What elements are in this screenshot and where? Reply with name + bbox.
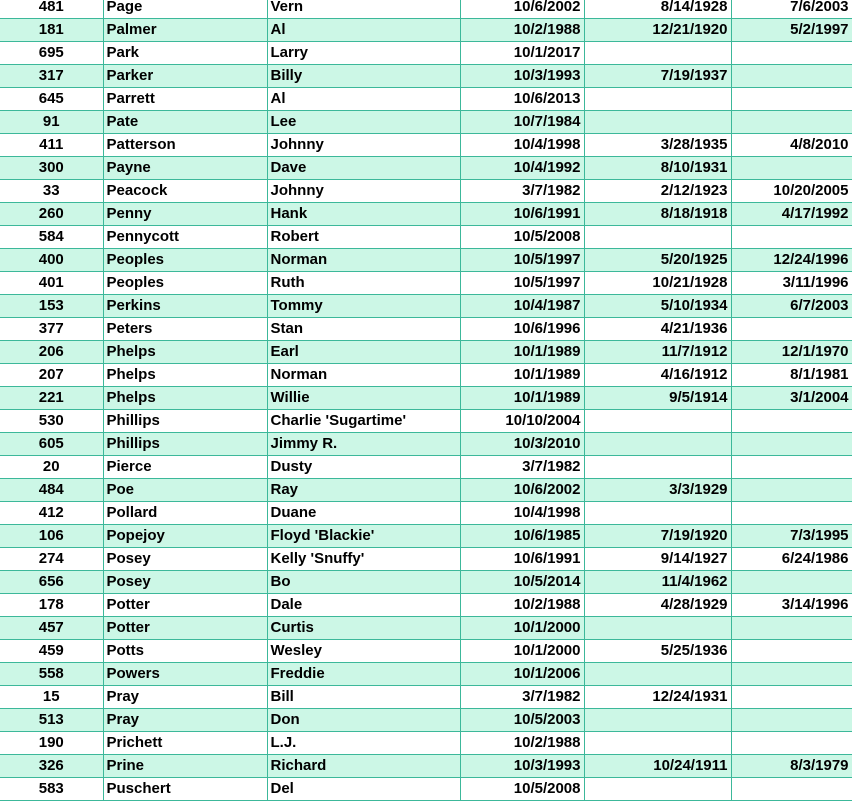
first-name-cell[interactable]: Vern: [267, 0, 460, 19]
death-date-cell[interactable]: 8/3/1979: [731, 755, 852, 778]
table-row[interactable]: [0, 134, 852, 157]
birth-date-cell[interactable]: [584, 111, 731, 134]
last-name-cell[interactable]: Pray: [103, 709, 267, 732]
table-row[interactable]: [0, 203, 852, 226]
death-date-cell[interactable]: [731, 778, 852, 801]
death-date-cell[interactable]: [731, 42, 852, 65]
first-name-cell[interactable]: Jimmy R.: [267, 433, 460, 456]
last-name-cell[interactable]: Phelps: [103, 341, 267, 364]
death-date-cell[interactable]: 3/14/1996: [731, 594, 852, 617]
first-name-cell[interactable]: Floyd 'Blackie': [267, 525, 460, 548]
first-name-cell[interactable]: Ray: [267, 479, 460, 502]
table-row[interactable]: [0, 318, 852, 341]
table-row[interactable]: [0, 663, 852, 686]
birth-date-cell[interactable]: 4/16/1912: [584, 364, 731, 387]
first-name-cell[interactable]: Al: [267, 88, 460, 111]
death-date-cell[interactable]: [731, 433, 852, 456]
date-cell[interactable]: 10/6/1991: [460, 548, 584, 571]
table-row[interactable]: [0, 42, 852, 65]
id-cell[interactable]: 411: [0, 134, 103, 157]
death-date-cell[interactable]: 3/1/2004: [731, 387, 852, 410]
id-cell[interactable]: 513: [0, 709, 103, 732]
birth-date-cell[interactable]: 9/14/1927: [584, 548, 731, 571]
last-name-cell[interactable]: Park: [103, 42, 267, 65]
birth-date-cell[interactable]: 12/24/1931: [584, 686, 731, 709]
birth-date-cell[interactable]: [584, 502, 731, 525]
date-cell[interactable]: 10/6/1996: [460, 318, 584, 341]
date-cell[interactable]: 10/6/1991: [460, 203, 584, 226]
death-date-cell[interactable]: 12/24/1996: [731, 249, 852, 272]
death-date-cell[interactable]: [731, 410, 852, 433]
last-name-cell[interactable]: Pollard: [103, 502, 267, 525]
death-date-cell[interactable]: [731, 65, 852, 88]
first-name-cell[interactable]: Earl: [267, 341, 460, 364]
last-name-cell[interactable]: Posey: [103, 571, 267, 594]
table-row[interactable]: [0, 640, 852, 663]
last-name-cell[interactable]: Peoples: [103, 249, 267, 272]
id-cell[interactable]: 401: [0, 272, 103, 295]
last-name-cell[interactable]: Perkins: [103, 295, 267, 318]
table-row[interactable]: [0, 249, 852, 272]
id-cell[interactable]: 221: [0, 387, 103, 410]
last-name-cell[interactable]: Pate: [103, 111, 267, 134]
table-row[interactable]: [0, 180, 852, 203]
table-row[interactable]: [0, 364, 852, 387]
id-cell[interactable]: 400: [0, 249, 103, 272]
birth-date-cell[interactable]: 10/24/1911: [584, 755, 731, 778]
birth-date-cell[interactable]: 11/7/1912: [584, 341, 731, 364]
id-cell[interactable]: 317: [0, 65, 103, 88]
date-cell[interactable]: 10/1/1989: [460, 341, 584, 364]
first-name-cell[interactable]: Del: [267, 778, 460, 801]
id-cell[interactable]: 91: [0, 111, 103, 134]
death-date-cell[interactable]: [731, 318, 852, 341]
date-cell[interactable]: 10/5/2003: [460, 709, 584, 732]
date-cell[interactable]: 10/6/2002: [460, 0, 584, 19]
last-name-cell[interactable]: Peacock: [103, 180, 267, 203]
birth-date-cell[interactable]: 5/10/1934: [584, 295, 731, 318]
birth-date-cell[interactable]: 3/28/1935: [584, 134, 731, 157]
id-cell[interactable]: 153: [0, 295, 103, 318]
date-cell[interactable]: 10/5/1997: [460, 249, 584, 272]
last-name-cell[interactable]: Poe: [103, 479, 267, 502]
last-name-cell[interactable]: Patterson: [103, 134, 267, 157]
death-date-cell[interactable]: [731, 456, 852, 479]
last-name-cell[interactable]: Popejoy: [103, 525, 267, 548]
date-cell[interactable]: 10/6/1985: [460, 525, 584, 548]
table-row[interactable]: [0, 226, 852, 249]
last-name-cell[interactable]: Potter: [103, 617, 267, 640]
birth-date-cell[interactable]: 8/10/1931: [584, 157, 731, 180]
date-cell[interactable]: 10/1/2017: [460, 42, 584, 65]
death-date-cell[interactable]: [731, 732, 852, 755]
date-cell[interactable]: 10/1/2000: [460, 640, 584, 663]
last-name-cell[interactable]: Phelps: [103, 387, 267, 410]
table-row[interactable]: [0, 456, 852, 479]
birth-date-cell[interactable]: [584, 617, 731, 640]
death-date-cell[interactable]: [731, 111, 852, 134]
date-cell[interactable]: 10/5/2008: [460, 778, 584, 801]
death-date-cell[interactable]: [731, 88, 852, 111]
first-name-cell[interactable]: Charlie 'Sugartime': [267, 410, 460, 433]
id-cell[interactable]: 178: [0, 594, 103, 617]
id-cell[interactable]: 583: [0, 778, 103, 801]
last-name-cell[interactable]: Page: [103, 0, 267, 19]
last-name-cell[interactable]: Prichett: [103, 732, 267, 755]
table-row[interactable]: [0, 341, 852, 364]
id-cell[interactable]: 605: [0, 433, 103, 456]
first-name-cell[interactable]: Kelly 'Snuffy': [267, 548, 460, 571]
id-cell[interactable]: 181: [0, 19, 103, 42]
date-cell[interactable]: 10/3/2010: [460, 433, 584, 456]
birth-date-cell[interactable]: 8/14/1928: [584, 0, 731, 19]
date-cell[interactable]: 10/2/1988: [460, 594, 584, 617]
date-cell[interactable]: 10/1/1989: [460, 387, 584, 410]
death-date-cell[interactable]: 4/17/1992: [731, 203, 852, 226]
death-date-cell[interactable]: 4/8/2010: [731, 134, 852, 157]
last-name-cell[interactable]: Payne: [103, 157, 267, 180]
last-name-cell[interactable]: Phillips: [103, 433, 267, 456]
first-name-cell[interactable]: Tommy: [267, 295, 460, 318]
death-date-cell[interactable]: [731, 571, 852, 594]
date-cell[interactable]: 10/5/2014: [460, 571, 584, 594]
id-cell[interactable]: 326: [0, 755, 103, 778]
first-name-cell[interactable]: Ruth: [267, 272, 460, 295]
id-cell[interactable]: 300: [0, 157, 103, 180]
death-date-cell[interactable]: 8/1/1981: [731, 364, 852, 387]
table-row[interactable]: [0, 617, 852, 640]
last-name-cell[interactable]: Peoples: [103, 272, 267, 295]
table-row[interactable]: [0, 732, 852, 755]
death-date-cell[interactable]: 12/1/1970: [731, 341, 852, 364]
birth-date-cell[interactable]: [584, 778, 731, 801]
last-name-cell[interactable]: Posey: [103, 548, 267, 571]
table-row[interactable]: [0, 387, 852, 410]
first-name-cell[interactable]: Duane: [267, 502, 460, 525]
id-cell[interactable]: 558: [0, 663, 103, 686]
death-date-cell[interactable]: 3/11/1996: [731, 272, 852, 295]
birth-date-cell[interactable]: 10/21/1928: [584, 272, 731, 295]
birth-date-cell[interactable]: [584, 663, 731, 686]
first-name-cell[interactable]: Curtis: [267, 617, 460, 640]
id-cell[interactable]: 33: [0, 180, 103, 203]
date-cell[interactable]: 10/5/1997: [460, 272, 584, 295]
last-name-cell[interactable]: Parker: [103, 65, 267, 88]
date-cell[interactable]: 3/7/1982: [460, 180, 584, 203]
last-name-cell[interactable]: Powers: [103, 663, 267, 686]
id-cell[interactable]: 530: [0, 410, 103, 433]
last-name-cell[interactable]: Potts: [103, 640, 267, 663]
id-cell[interactable]: 377: [0, 318, 103, 341]
first-name-cell[interactable]: Johnny: [267, 180, 460, 203]
id-cell[interactable]: 274: [0, 548, 103, 571]
table-row[interactable]: [0, 525, 852, 548]
table-row[interactable]: [0, 709, 852, 732]
birth-date-cell[interactable]: [584, 433, 731, 456]
id-cell[interactable]: 481: [0, 0, 103, 19]
date-cell[interactable]: 10/3/1993: [460, 65, 584, 88]
last-name-cell[interactable]: Pennycott: [103, 226, 267, 249]
first-name-cell[interactable]: Norman: [267, 249, 460, 272]
birth-date-cell[interactable]: [584, 709, 731, 732]
first-name-cell[interactable]: Wesley: [267, 640, 460, 663]
birth-date-cell[interactable]: 4/21/1936: [584, 318, 731, 341]
death-date-cell[interactable]: 7/6/2003: [731, 0, 852, 19]
id-cell[interactable]: 459: [0, 640, 103, 663]
death-date-cell[interactable]: 10/20/2005: [731, 180, 852, 203]
first-name-cell[interactable]: Bo: [267, 571, 460, 594]
table-row[interactable]: [0, 272, 852, 295]
date-cell[interactable]: 10/10/2004: [460, 410, 584, 433]
table-row[interactable]: [0, 111, 852, 134]
birth-date-cell[interactable]: 2/12/1923: [584, 180, 731, 203]
first-name-cell[interactable]: Dale: [267, 594, 460, 617]
first-name-cell[interactable]: Stan: [267, 318, 460, 341]
date-cell[interactable]: 10/4/1987: [460, 295, 584, 318]
date-cell[interactable]: 10/5/2008: [460, 226, 584, 249]
first-name-cell[interactable]: Willie: [267, 387, 460, 410]
table-row[interactable]: [0, 19, 852, 42]
table-row[interactable]: [0, 410, 852, 433]
last-name-cell[interactable]: Parrett: [103, 88, 267, 111]
id-cell[interactable]: 457: [0, 617, 103, 640]
table-row[interactable]: [0, 686, 852, 709]
first-name-cell[interactable]: L.J.: [267, 732, 460, 755]
table-row[interactable]: [0, 548, 852, 571]
birth-date-cell[interactable]: [584, 226, 731, 249]
birth-date-cell[interactable]: 11/4/1962: [584, 571, 731, 594]
death-date-cell[interactable]: [731, 709, 852, 732]
table-row[interactable]: [0, 594, 852, 617]
table-row[interactable]: [0, 755, 852, 778]
birth-date-cell[interactable]: 5/20/1925: [584, 249, 731, 272]
first-name-cell[interactable]: Lee: [267, 111, 460, 134]
date-cell[interactable]: 10/2/1988: [460, 732, 584, 755]
id-cell[interactable]: 206: [0, 341, 103, 364]
death-date-cell[interactable]: [731, 226, 852, 249]
birth-date-cell[interactable]: 9/5/1914: [584, 387, 731, 410]
table-row[interactable]: [0, 502, 852, 525]
death-date-cell[interactable]: 5/2/1997: [731, 19, 852, 42]
first-name-cell[interactable]: Freddie: [267, 663, 460, 686]
last-name-cell[interactable]: Pray: [103, 686, 267, 709]
id-cell[interactable]: 645: [0, 88, 103, 111]
first-name-cell[interactable]: Billy: [267, 65, 460, 88]
birth-date-cell[interactable]: 3/3/1929: [584, 479, 731, 502]
table-row[interactable]: [0, 295, 852, 318]
birth-date-cell[interactable]: 5/25/1936: [584, 640, 731, 663]
table-row[interactable]: [0, 778, 852, 801]
last-name-cell[interactable]: Palmer: [103, 19, 267, 42]
date-cell[interactable]: 3/7/1982: [460, 686, 584, 709]
last-name-cell[interactable]: Potter: [103, 594, 267, 617]
first-name-cell[interactable]: Hank: [267, 203, 460, 226]
death-date-cell[interactable]: [731, 502, 852, 525]
id-cell[interactable]: 20: [0, 456, 103, 479]
death-date-cell[interactable]: 6/24/1986: [731, 548, 852, 571]
birth-date-cell[interactable]: [584, 732, 731, 755]
date-cell[interactable]: 10/2/1988: [460, 19, 584, 42]
death-date-cell[interactable]: 6/7/2003: [731, 295, 852, 318]
first-name-cell[interactable]: Larry: [267, 42, 460, 65]
first-name-cell[interactable]: Johnny: [267, 134, 460, 157]
id-cell[interactable]: 190: [0, 732, 103, 755]
id-cell[interactable]: 15: [0, 686, 103, 709]
last-name-cell[interactable]: Phillips: [103, 410, 267, 433]
id-cell[interactable]: 484: [0, 479, 103, 502]
first-name-cell[interactable]: Dave: [267, 157, 460, 180]
first-name-cell[interactable]: Al: [267, 19, 460, 42]
table-row[interactable]: [0, 479, 852, 502]
table-row[interactable]: [0, 433, 852, 456]
birth-date-cell[interactable]: 7/19/1920: [584, 525, 731, 548]
death-date-cell[interactable]: [731, 686, 852, 709]
date-cell[interactable]: 10/1/2006: [460, 663, 584, 686]
birth-date-cell[interactable]: 7/19/1937: [584, 65, 731, 88]
date-cell[interactable]: 10/4/1998: [460, 502, 584, 525]
table-row[interactable]: [0, 157, 852, 180]
birth-date-cell[interactable]: 12/21/1920: [584, 19, 731, 42]
death-date-cell[interactable]: 7/3/1995: [731, 525, 852, 548]
date-cell[interactable]: 10/1/2000: [460, 617, 584, 640]
date-cell[interactable]: 3/7/1982: [460, 456, 584, 479]
date-cell[interactable]: 10/6/2013: [460, 88, 584, 111]
birth-date-cell[interactable]: 4/28/1929: [584, 594, 731, 617]
first-name-cell[interactable]: Robert: [267, 226, 460, 249]
last-name-cell[interactable]: Pierce: [103, 456, 267, 479]
id-cell[interactable]: 656: [0, 571, 103, 594]
id-cell[interactable]: 260: [0, 203, 103, 226]
date-cell[interactable]: 10/3/1993: [460, 755, 584, 778]
table-row[interactable]: [0, 65, 852, 88]
first-name-cell[interactable]: Richard: [267, 755, 460, 778]
last-name-cell[interactable]: Puschert: [103, 778, 267, 801]
id-cell[interactable]: 207: [0, 364, 103, 387]
birth-date-cell[interactable]: 8/18/1918: [584, 203, 731, 226]
death-date-cell[interactable]: [731, 640, 852, 663]
death-date-cell[interactable]: [731, 663, 852, 686]
date-cell[interactable]: 10/1/1989: [460, 364, 584, 387]
last-name-cell[interactable]: Peters: [103, 318, 267, 341]
birth-date-cell[interactable]: [584, 88, 731, 111]
first-name-cell[interactable]: Bill: [267, 686, 460, 709]
death-date-cell[interactable]: [731, 479, 852, 502]
death-date-cell[interactable]: [731, 617, 852, 640]
birth-date-cell[interactable]: [584, 42, 731, 65]
date-cell[interactable]: 10/6/2002: [460, 479, 584, 502]
date-cell[interactable]: 10/4/1998: [460, 134, 584, 157]
last-name-cell[interactable]: Penny: [103, 203, 267, 226]
date-cell[interactable]: 10/4/1992: [460, 157, 584, 180]
last-name-cell[interactable]: Phelps: [103, 364, 267, 387]
birth-date-cell[interactable]: [584, 410, 731, 433]
date-cell[interactable]: 10/7/1984: [460, 111, 584, 134]
first-name-cell[interactable]: Don: [267, 709, 460, 732]
first-name-cell[interactable]: Dusty: [267, 456, 460, 479]
last-name-cell[interactable]: Prine: [103, 755, 267, 778]
id-cell[interactable]: 584: [0, 226, 103, 249]
birth-date-cell[interactable]: [584, 456, 731, 479]
table-row[interactable]: [0, 88, 852, 111]
table-row[interactable]: [0, 0, 852, 19]
death-date-cell[interactable]: [731, 157, 852, 180]
id-cell[interactable]: 695: [0, 42, 103, 65]
table-row[interactable]: [0, 571, 852, 594]
first-name-cell[interactable]: Norman: [267, 364, 460, 387]
id-cell[interactable]: 106: [0, 525, 103, 548]
id-cell[interactable]: 412: [0, 502, 103, 525]
